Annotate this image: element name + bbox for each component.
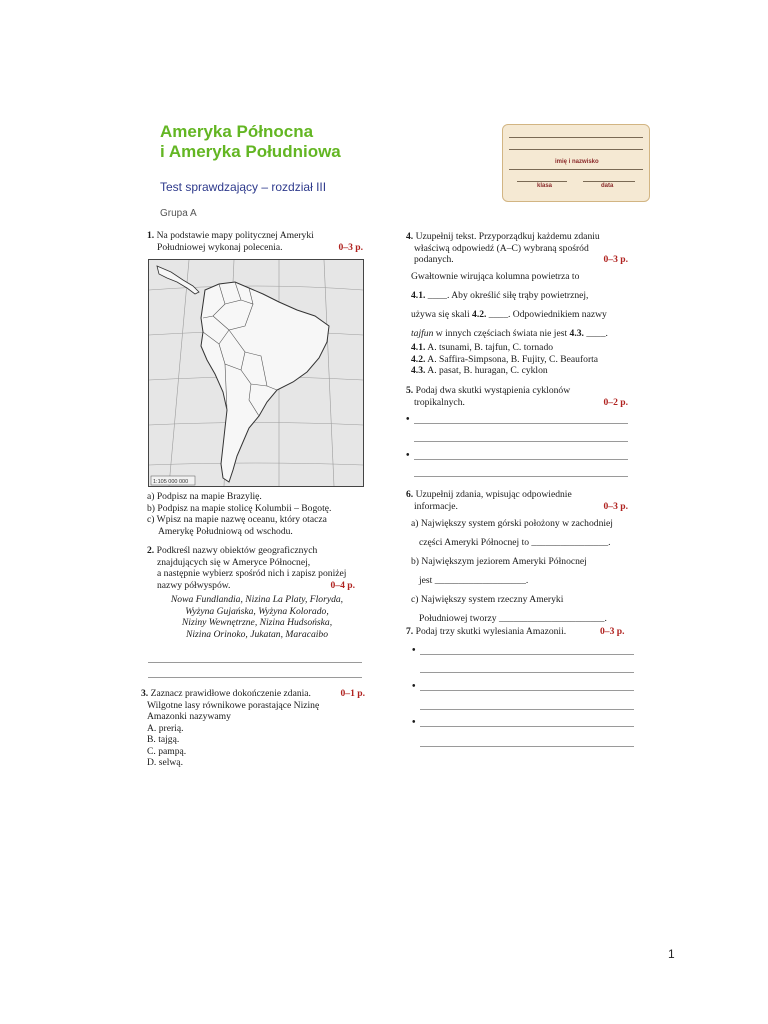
question-5 — [406, 385, 646, 408]
question-3 — [141, 688, 367, 769]
answer-line[interactable] — [414, 476, 628, 477]
task-c: c) Wpisz na mapie nazwę oceanu, który otacza — [147, 514, 327, 525]
task-a: a) Podpisz na mapie Brazylię. — [147, 491, 262, 502]
question-number: 4. — [406, 231, 414, 242]
question-number: 7. — [406, 626, 414, 637]
task-c-cont: Amerykę Południową od wschodu. — [158, 525, 293, 537]
document-title — [160, 122, 341, 162]
question-4-options — [411, 342, 647, 377]
question-6 — [406, 489, 646, 512]
option-row: 4.3. A. pasat, B. huragan, C. cyklon — [411, 365, 548, 376]
page-number: 1 — [668, 947, 675, 961]
item-b-blank[interactable]: jest ___________________. — [419, 575, 529, 586]
question-number: 2. — [147, 545, 155, 556]
question-1 — [147, 230, 367, 253]
item-a: a) Największy system górski położony w zachodniej — [411, 518, 613, 529]
option-c[interactable]: C. pampą. — [147, 745, 187, 757]
item-c-blank[interactable]: Południowej tworzy ______________________. — [419, 613, 607, 624]
question-text: informacje. — [414, 500, 458, 512]
bullet: • — [412, 717, 416, 728]
points-badge: 0–3 p. — [603, 254, 628, 265]
question-number: 1. — [147, 230, 155, 241]
bullet: • — [412, 681, 416, 692]
answer-line[interactable] — [148, 677, 362, 678]
answer-line[interactable] — [420, 709, 634, 710]
question-4-body — [411, 267, 647, 343]
title-line-1: Ameryka Północna — [160, 122, 314, 141]
date-line — [583, 181, 635, 182]
geographic-objects-list — [150, 594, 364, 640]
question-text: nazwy półwyspów. — [157, 579, 231, 591]
south-america-map[interactable] — [148, 259, 364, 487]
question-number: 6. — [406, 489, 414, 500]
map-svg — [149, 260, 363, 486]
question-1-tasks — [147, 491, 367, 537]
question-text: znajdujących się w Ameryce Północnej, — [157, 556, 311, 568]
student-info-box — [502, 124, 650, 202]
answer-line[interactable] — [148, 662, 362, 663]
objects-line: Niziny Wewnętrzne, Nizina Hudsońska, — [181, 617, 333, 628]
answer-line[interactable] — [420, 672, 634, 673]
answer-line[interactable] — [420, 726, 634, 727]
question-text: właściwą odpowiedź (A–C) wybraną spośród — [414, 242, 589, 254]
blank-4-1: 4.1. — [411, 290, 426, 301]
date-label: data — [601, 183, 614, 189]
blank-4-3: 4.3. — [569, 328, 584, 339]
points-badge: 0–1 p. — [340, 688, 365, 699]
question-text: Południowej wykonaj polecenia. — [157, 241, 283, 253]
option-row: 4.2. A. Saffira-Simpsona, B. Fujity, C. Beauforta — [411, 353, 599, 365]
name-line — [509, 169, 643, 170]
body-line: używa się skali 4.2. ____. Odpowiednikiem nazwy — [411, 309, 607, 320]
objects-line: Nowa Fundlandia, Nizina La Platy, Floryda, — [170, 594, 344, 605]
question-stem: Wilgotne lasy równikowe porastające Nizinę — [147, 699, 320, 711]
bullet: • — [406, 414, 410, 425]
question-text: Podaj dwa skutki wystąpienia cyklonów — [415, 385, 571, 396]
points-badge: 0–3 p. — [600, 626, 625, 637]
question-text: Na podstawie mapy politycznej Ameryki — [156, 230, 314, 241]
question-text: Podkreśl nazwy obiektów geograficznych — [156, 545, 318, 556]
answer-line[interactable] — [414, 459, 628, 460]
option-row: 4.1. A. tsunami, B. tajfun, C. tornado — [411, 342, 554, 353]
answer-line[interactable] — [420, 690, 634, 691]
test-subtitle: Test sprawdzający – rozdział III — [160, 180, 327, 194]
question-6-items — [411, 514, 647, 628]
item-c: c) Największy system rzeczny Ameryki — [411, 594, 564, 605]
name-label: imię i nazwisko — [555, 159, 599, 165]
answer-line[interactable] — [420, 654, 634, 655]
question-text: podanych. — [414, 254, 454, 265]
bullet: • — [412, 645, 416, 656]
option-b[interactable]: B. tajgą. — [147, 734, 180, 745]
bullet: • — [406, 450, 410, 461]
class-line — [517, 181, 567, 182]
question-text: Uzupełnij tekst. Przyporządkuj każdemu zdaniu — [415, 231, 600, 242]
question-number: 5. — [406, 385, 414, 396]
question-text: tropikalnych. — [414, 396, 465, 408]
objects-line: Wyżyna Gujańska, Wyżyna Kolorado, — [185, 605, 329, 617]
question-text: a następnie wybierz spośród nich i zapisz poniżej — [157, 568, 347, 579]
question-7 — [406, 626, 646, 638]
question-stem: Amazonki nazywamy — [147, 711, 231, 722]
item-b: b) Największym jeziorem Ameryki Północnej — [411, 556, 587, 567]
map-scale: 1:105 000 000 — [153, 479, 189, 485]
answer-line[interactable] — [414, 423, 628, 424]
objects-line: Nizina Orinoko, Jukatan, Maracaibo — [185, 628, 329, 640]
blank-line — [509, 149, 643, 150]
question-4 — [406, 231, 646, 266]
title-line-2: i Ameryka Południowa — [160, 142, 341, 161]
class-label: klasa — [537, 183, 553, 189]
points-badge: 0–3 p. — [603, 500, 628, 512]
question-text: Zaznacz prawidłowe dokończenie zdania. — [150, 688, 311, 699]
points-badge: 0–4 p. — [330, 579, 355, 591]
question-number: 3. — [141, 688, 149, 699]
points-badge: 0–3 p. — [338, 241, 363, 253]
option-d[interactable]: D. selwą. — [147, 757, 183, 768]
task-b: b) Podpisz na mapie stolicę Kolumbii – Bogotę. — [147, 502, 332, 514]
question-text: Podaj trzy skutki wylesiania Amazonii. — [415, 626, 567, 637]
body-line: tajfun w innych częściach świata nie jest 4.3. ____. — [411, 328, 608, 339]
body-line: Gwałtownie wirująca kolumna powietrza to — [411, 271, 580, 282]
item-a-blank[interactable]: części Ameryki Północnej to ________________. — [419, 537, 611, 548]
blank-4-2: 4.2. — [472, 309, 487, 320]
option-a[interactable]: A. prerią. — [147, 722, 184, 734]
body-line: 4.1. ____. Aby określić siłę trąby powietrznej, — [411, 290, 589, 301]
points-badge: 0–2 p. — [603, 396, 628, 408]
group-label: Grupa A — [160, 208, 197, 219]
question-text: Uzupełnij zdania, wpisując odpowiednie — [415, 489, 572, 500]
blank-line — [509, 137, 643, 138]
answer-line[interactable] — [414, 441, 628, 442]
answer-line[interactable] — [420, 746, 634, 747]
question-2 — [147, 545, 367, 591]
